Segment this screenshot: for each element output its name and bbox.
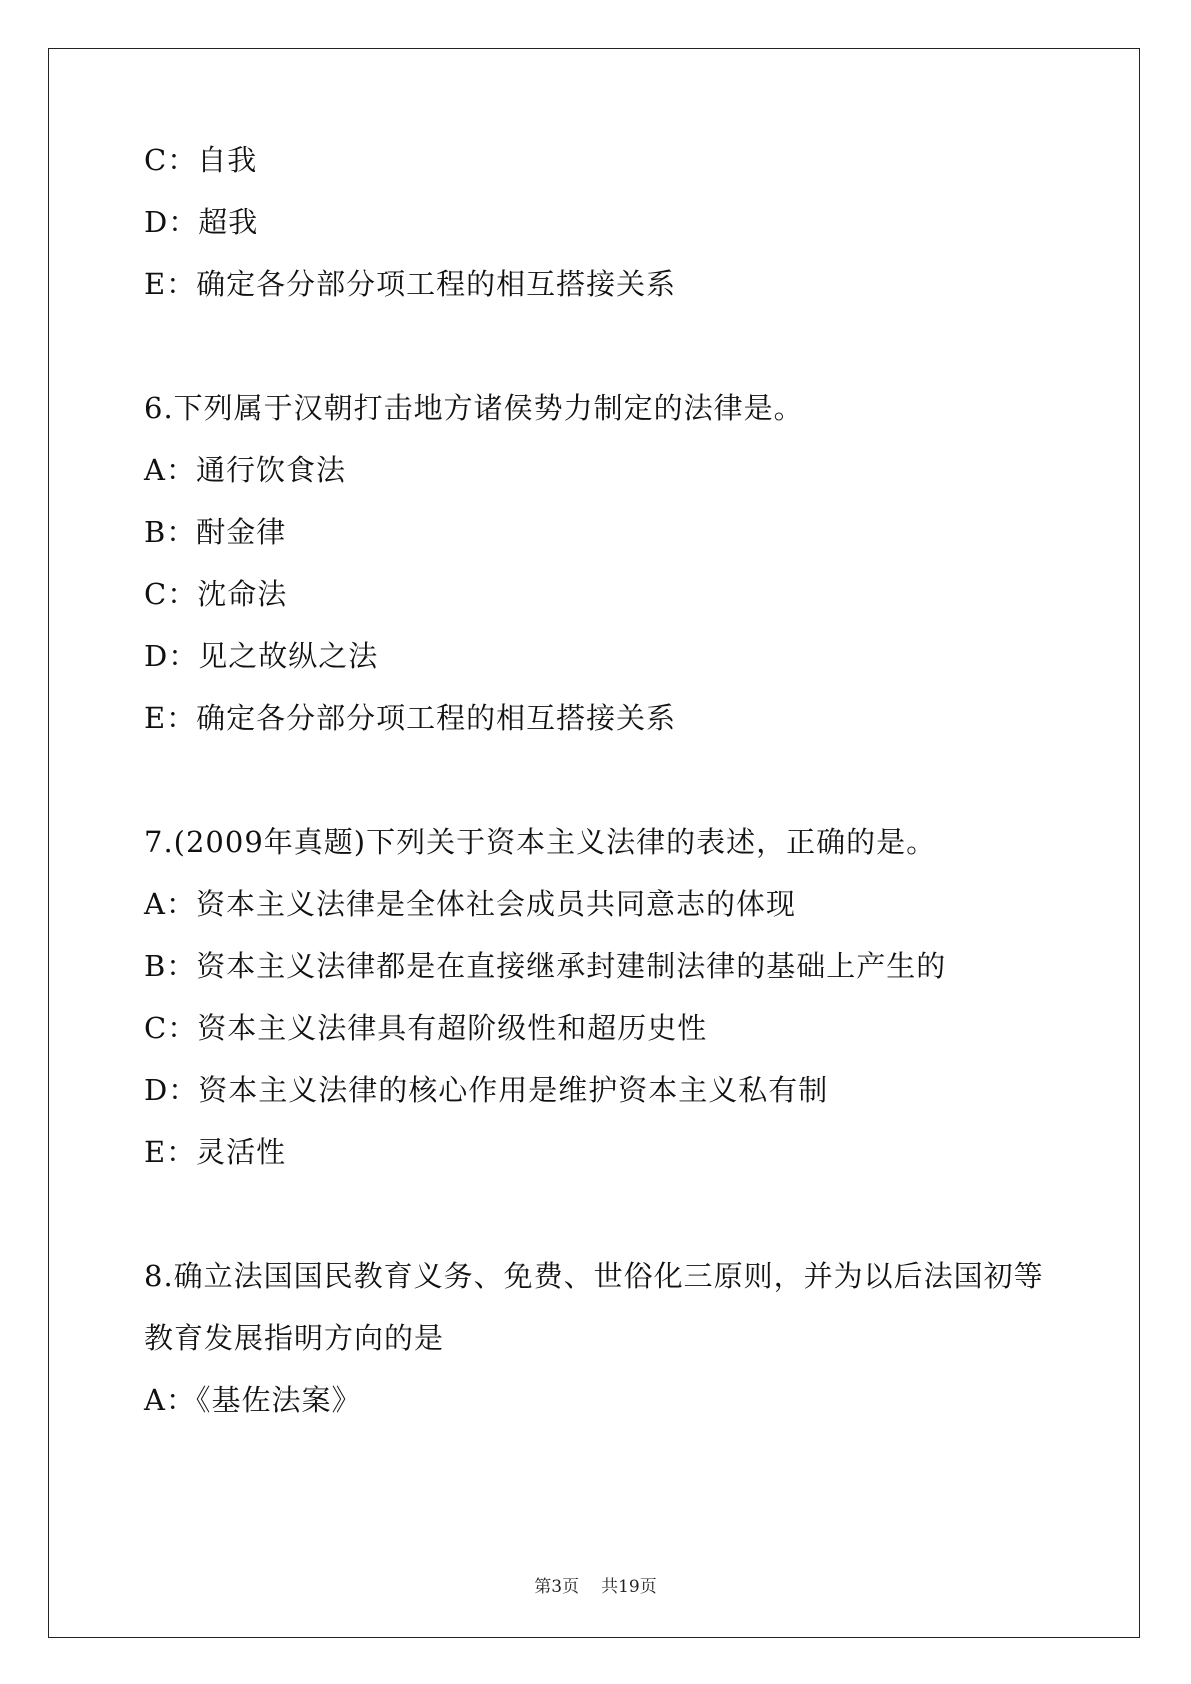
q5-option-d: D：超我 <box>144 205 259 239</box>
q7-option-d: D：资本主义法律的核心作用是维护资本主义私有制 <box>144 1073 829 1107</box>
q7-option-a: A：资本主义法律是全体社会成员共同意志的体现 <box>144 887 796 921</box>
q5-option-e: E：确定各分部分项工程的相互搭接关系 <box>144 267 677 301</box>
page-footer <box>0 1572 1191 1597</box>
q7-question: 7.(2009年真题)下列关于资本主义法律的表述，正确的是。 <box>144 825 937 859</box>
q6-option-a: A：通行饮食法 <box>144 453 346 487</box>
spacer <box>144 760 1064 822</box>
page-total: 共19页 <box>601 1577 657 1597</box>
q6-option-d: D：见之故纵之法 <box>144 639 379 673</box>
q7-option-c: C：资本主义法律具有超阶级性和超历史性 <box>144 1011 708 1045</box>
q6-option-b: B：酎金律 <box>144 515 287 549</box>
q5-option-c: C：自我 <box>144 143 258 177</box>
page-number: 第3页 <box>534 1577 580 1597</box>
spacer <box>144 326 1064 388</box>
q7-option-b: B：资本主义法律都是在直接继承封建制法律的基础上产生的 <box>144 949 947 983</box>
q8-option-a: A：《基佐法案》 <box>144 1383 362 1417</box>
q7-option-e: E：灵活性 <box>144 1135 287 1169</box>
q8-question: 8.确立法国国民教育义务、免费、世俗化三原则，并为以后法国初等教育发展指明方向的是 <box>144 1259 1044 1355</box>
document-body <box>144 140 1064 1442</box>
q6-option-c: C：沈命法 <box>144 577 288 611</box>
q6-question: 6.下列属于汉朝打击地方诸侯势力制定的法律是。 <box>144 391 804 425</box>
q6-option-e: E：确定各分部分项工程的相互搭接关系 <box>144 701 677 735</box>
